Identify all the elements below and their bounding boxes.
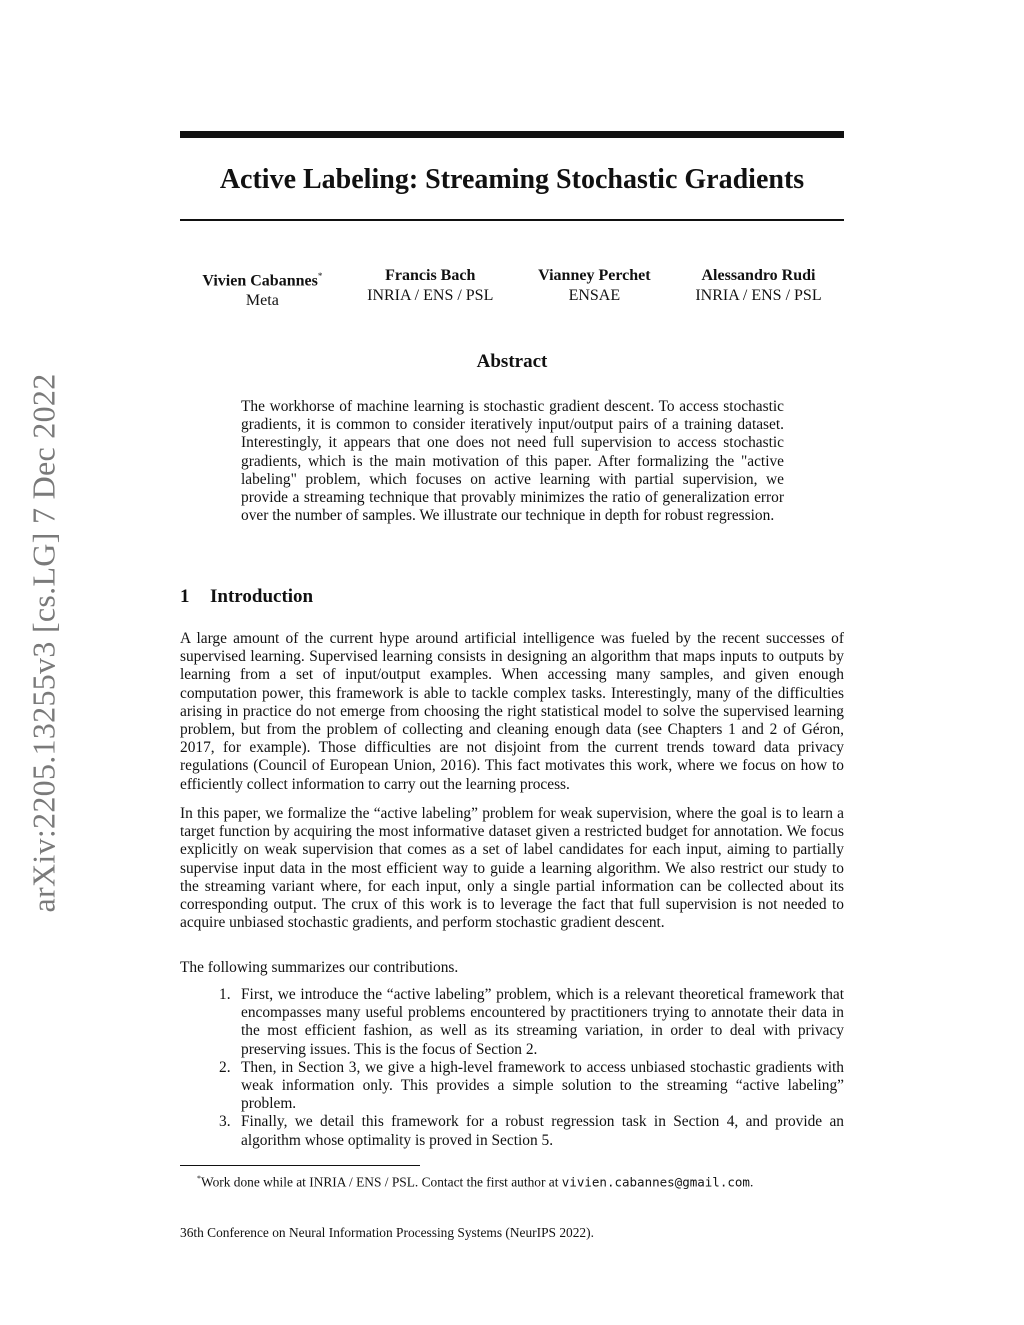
list-marker: 3. (219, 1113, 231, 1131)
footnote-end: . (749, 1174, 754, 1190)
abstract-text: The workhorse of machine learning is stochastic gradient descent. To access stochastic gradients, it is common to consider iteratively input/output pairs of a training dataset. Interestingly, it appears that one does not need full supervision to access stochastic gradients, which is the main motivation of this paper. After formalizing the "active labeling" problem, which focuses on active learning with partial supervision, we provide a streaming technique that provably minimizes the ratio of generalization error over the number of samples. We illustrate our technique in depth for robust regression. (241, 398, 784, 525)
list-item (180, 986, 844, 1059)
conference-note: 36th Conference on Neural Information Processing Systems (NeurIPS 2022). (180, 1225, 594, 1240)
footnote-mark: * (197, 1174, 201, 1183)
body-paragraph: In this paper, we formalize the “active labeling” problem for weak supervision, where the goal is to learn a target function by acquiring the most informative dataset given a restricted budget for annotation. We focus explicitly on weak supervision that comes as a set of label candidates for each input, aiming to partially supervise input data in the most efficient way to guide a learning algorithm. We also restrict our study to the streaming variant where, for each input, only a single partial information can be collected about its corresponding output. The crux of this work is to leverage the fact that full supervision is not needed to acquire unbiased stochastic gradients, and perform stochastic gradient descent. (180, 805, 844, 932)
author (202, 266, 322, 311)
title-bottom-rule (180, 219, 844, 221)
author-affiliation: INRIA / ENS / PSL (695, 287, 822, 304)
author-name: Alessandro Rudi (701, 267, 816, 284)
list-item-text: Then, in Section 3, we give a high-level framework to access unbiased stochastic gradients with weak information only. This provides a simple solution to the streaming “active labeling” problem. (241, 1058, 844, 1113)
section-number: 1 (180, 586, 190, 607)
author (695, 266, 821, 311)
list-item (180, 1059, 844, 1114)
footnote-text: Work done while at INRIA / ENS / PSL. Contact the first author at (201, 1174, 562, 1190)
author-name: Vivien Cabannes* (202, 271, 323, 290)
author-name: Vianney Perchet (538, 267, 651, 284)
footnote-rule (180, 1165, 420, 1166)
list-item-text: First, we introduce the “active labeling” problem, which is a relevant theoretical framework that encompasses many useful problems encountered by practitioners trying to annotate their data in the most efficient fashion, as well as its streaming variation, in order to deal with privacy preserving issues. This is the focus of Section 2. (241, 986, 844, 1058)
paper-title: Active Labeling: Streaming Stochastic Gradients (219, 164, 805, 195)
list-marker: 1. (219, 986, 231, 1003)
arxiv-identifier: arXiv:2205.13255v3 [cs.LG] 7 Dec 2022 (25, 373, 62, 913)
author (538, 266, 650, 311)
author-affiliation: Meta (245, 292, 279, 310)
contributions-list (180, 986, 844, 1150)
list-item (180, 1113, 844, 1149)
author-name: Francis Bach (385, 267, 476, 284)
abstract-heading: Abstract (476, 351, 548, 372)
body-paragraph: The following summarizes our contributions. (180, 959, 459, 976)
list-item-text: Finally, we detail this framework for a robust regression task in Section 4, and provide an algorithm whose optimality is proved in Section 5. (241, 1113, 844, 1149)
body-paragraph: A large amount of the current hype around artificial intelligence was fueled by the recent successes of supervised learning. Supervised learning consists in designing an algorithm that maps inputs to outputs by learning from a set of input/output examples. When accessing many samples, and given enough computation power, this framework is able to tackle complex tasks. Interestingly, many of the difficulties arising in practice do not emerge from choosing the right statistical model to solve the supervised learning problem, but from the problem of collecting and cleaning enough data (see Chapters 1 and 2 of Géron, 2017, for example). Those difficulties are not disjoint from the current trends toward data privacy regulations (Council of European Union, 2016). This fact motivates this work, where we focus on how to efficiently collect information to carry out the learning process. (180, 630, 844, 793)
author-email: vivien.cabannes@gmail.com (561, 1174, 750, 1190)
author (367, 266, 493, 311)
author-affiliation: ENSAE (568, 287, 621, 304)
footnote-mark: * (317, 271, 323, 281)
section-title: Introduction (210, 586, 314, 607)
author-block (180, 266, 844, 311)
section-heading (180, 586, 313, 608)
author-affiliation: INRIA / ENS / PSL (367, 287, 494, 304)
list-marker: 2. (219, 1058, 231, 1076)
title-top-rule (180, 131, 844, 138)
footnote (197, 1171, 847, 1190)
